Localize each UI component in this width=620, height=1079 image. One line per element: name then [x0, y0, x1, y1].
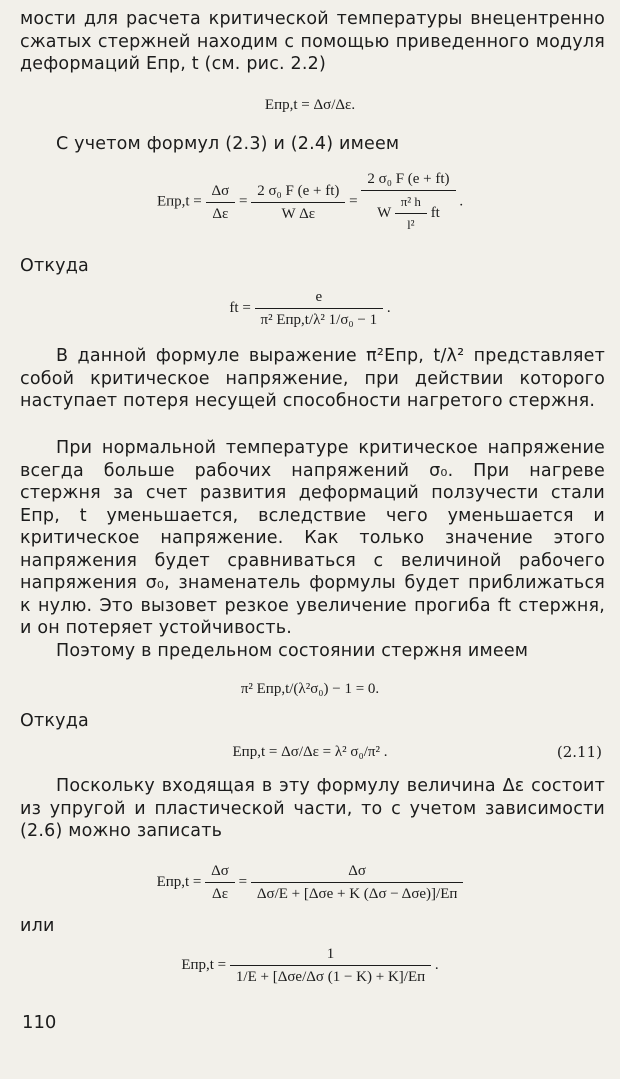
- paragraph-with-formulas: С учетом формул (2.3) и (2.4) имеем: [56, 134, 400, 154]
- equation-modulus-final: Eпр,t = $\frac{1}{\text{1/E + [Δσe/Δσ (1 − K) + K]/Eп}}$ .: [181, 946, 439, 985]
- equation-deflection: ft = $\frac{e}{\text{π² Eпр,t/λ² 1/σ₀ − 1}}$ .: [229, 289, 391, 328]
- paragraph-whence-2: Откуда: [20, 711, 89, 731]
- paragraph-whence-1: Откуда: [20, 256, 89, 276]
- paragraph-elastic-plastic: Поскольку входящая в эту формулу величина Δε состоит из упругой и пластической части, то с учетом зависимости (2.6) можно записать: [20, 776, 605, 841]
- equation-modulus-expanded: Eпр,t = $\frac{\Delta\sigma}{\Delta\varepsilon}$ = $\frac{\text{2 σ₀ F (e + ft)}}{\text{W Δε}}$ = 2 σ₀ F (e + ft) W $\frac{\text{π² h}}{\text{l²}}$ ft .: [156, 171, 464, 232]
- equation-2-11: Eпр,t = Δσ/Δε = λ² σ₀/π² .: [232, 744, 388, 760]
- equation-limit-state: π² Eпр,t/(λ²σ₀) − 1 = 0.: [240, 681, 380, 697]
- eq2-lhs: Eпр,t =: [156, 193, 202, 210]
- eq2-fraction-2: $\frac{\text{2 σ₀ F (e + ft)}}{\text{W Δε}}$: [251, 182, 345, 223]
- paragraph-normal-temperature: При нормальной температуре критическое напряжение всегда больше рабочих напряжений σ₀. При нагреве стержня за счет развития деформаций ползучести стали Eпр, t уменьшается, вследствие чего уменьшается и критическое напряжение. Как только значение этого напряжения будет сравниваться с величиной рабочего напряжения σ₀, знаменатель формулы будет приближаться к нулю. Это вызовет резкое увеличение прогиба ft стержня, и он потеряет устойчивость.: [20, 438, 605, 638]
- eq2-fraction-1: $\frac{\Delta\sigma}{\Delta\varepsilon}$: [206, 182, 236, 223]
- equation-label: (2.11): [556, 743, 602, 761]
- page-number: 110: [22, 1012, 57, 1033]
- eq2-fraction-3: 2 σ₀ F (e + ft) W $\frac{\text{π² h}}{\text{l²}}$ ft: [361, 170, 455, 234]
- equation-modulus-components: Eпр,t = $\frac{\Delta\sigma}{\Delta\varepsilon}$ = $\frac{\Delta\sigma}{\text{Δσ/E + [Δσe + K (Δσ − Δσe)]/Eп}}$: [0, 862, 620, 903]
- eq2-inner-fraction: $\frac{\text{π² h}}{\text{l²}}$: [395, 193, 427, 234]
- paragraph-or: или: [20, 916, 55, 936]
- paragraph-intro: мости для расчета критической температуры внецентренно сжатых стержней находим с помощью приведенного модуля деформаций Eпр, t (см. рис. 2.2): [20, 9, 605, 74]
- paragraph-critical-stress: В данной формуле выражение π²Eпр, t/λ² представляет собой критическое напряжение, при действии которого наступает потеря несущей способности нагретого стержня.: [20, 346, 605, 411]
- equation-modulus: Eпр,t = Δσ/Δε.: [264, 97, 356, 113]
- paragraph-limit-state: Поэтому в предельном состоянии стержня имеем: [56, 641, 529, 661]
